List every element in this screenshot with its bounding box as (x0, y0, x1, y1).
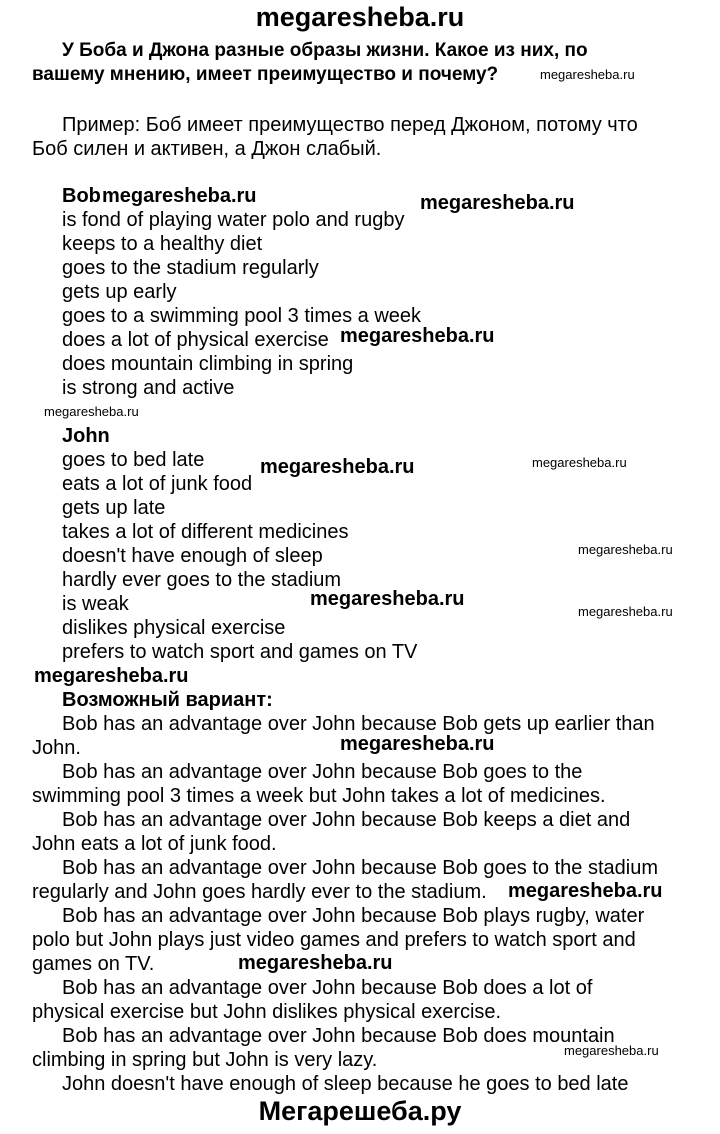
answer-line: Bob has an advantage over John because Bob goes to the stadium (62, 857, 658, 879)
watermark: megaresheba.ru (540, 67, 635, 82)
watermark: megaresheba.ru (340, 733, 495, 755)
answer-line: Bob has an advantage over John because Bob does mountain (62, 1025, 615, 1047)
john-item: eats a lot of junk food (62, 473, 253, 495)
watermark: megaresheba.ru (564, 1043, 659, 1058)
bob-heading: Bob (62, 185, 101, 207)
john-item: hardly ever goes to the stadium (62, 569, 342, 591)
question-line-1: У Боба и Джона разные образы жизни. Какое из них, по (62, 40, 588, 61)
bob-item: goes to the stadium regularly (62, 257, 319, 279)
answer-line: Bob has an advantage over John because Bob plays rugby, water (62, 905, 645, 927)
answer-line: John doesn't have enough of sleep because he goes to bed late (62, 1073, 629, 1095)
john-item: prefers to watch sport and games on TV (62, 641, 418, 663)
watermark: megaresheba.ru (102, 185, 257, 207)
john-item: dislikes physical exercise (62, 617, 286, 639)
answer-line: physical exercise but John dislikes physical exercise. (32, 1001, 502, 1023)
answer-line: Bob has an advantage over John because Bob keeps a diet and (62, 809, 631, 831)
bob-item: does a lot of physical exercise (62, 329, 329, 351)
answer-line: Bob has an advantage over John because Bob does a lot of (62, 977, 593, 999)
answer-line: Bob has an advantage over John because Bob gets up earlier than (62, 713, 655, 735)
watermark: megaresheba.ru (578, 542, 673, 557)
watermark: megaresheba.ru (532, 455, 627, 470)
john-item: gets up late (62, 497, 166, 519)
bob-item: does mountain climbing in spring (62, 353, 354, 375)
watermark: megaresheba.ru (238, 952, 393, 974)
watermark: megaresheba.ru (44, 404, 139, 419)
answer-heading: Возможный вариант: (62, 689, 273, 711)
watermark: megaresheba.ru (578, 604, 673, 619)
example-line-1: Пример: Боб имеет преимущество перед Джоном, потому что (62, 114, 638, 136)
question-line-2: вашему мнению, имеет преимущество и почему? (32, 64, 499, 85)
page-header: megaresheba.ru (255, 2, 465, 32)
bob-item: gets up early (62, 281, 177, 303)
answer-line: climbing in spring but John is very lazy. (32, 1049, 378, 1071)
page-footer: Мегарешеба.ру (258, 1096, 462, 1126)
watermark: megaresheba.ru (310, 588, 465, 610)
watermark: megaresheba.ru (508, 880, 663, 902)
answer-line: John. (32, 737, 81, 759)
watermark: megaresheba.ru (260, 456, 415, 478)
answer-line: polo but John plays just video games and prefers to watch sport and (32, 929, 636, 951)
answer-line: John eats a lot of junk food. (32, 833, 277, 855)
bob-item: is fond of playing water polo and rugby (62, 209, 405, 231)
answer-line: games on TV. (32, 953, 155, 975)
watermark: megaresheba.ru (420, 192, 575, 214)
bob-item: goes to a swimming pool 3 times a week (62, 305, 422, 327)
watermark: megaresheba.ru (340, 325, 495, 347)
answer-line: Bob has an advantage over John because Bob goes to the (62, 761, 583, 783)
john-item: is weak (62, 593, 129, 615)
john-item: takes a lot of different medicines (62, 521, 349, 543)
john-item: doesn't have enough of sleep (62, 545, 323, 567)
answer-line: swimming pool 3 times a week but John takes a lot of medicines. (32, 785, 606, 807)
example-line-2: Боб силен и активен, а Джон слабый. (32, 138, 382, 160)
john-heading: John (62, 425, 110, 447)
john-item: goes to bed late (62, 449, 205, 471)
bob-item: is strong and active (62, 377, 235, 399)
answer-line: regularly and John goes hardly ever to the stadium. (32, 881, 487, 903)
bob-item: keeps to a healthy diet (62, 233, 263, 255)
watermark: megaresheba.ru (34, 665, 189, 687)
